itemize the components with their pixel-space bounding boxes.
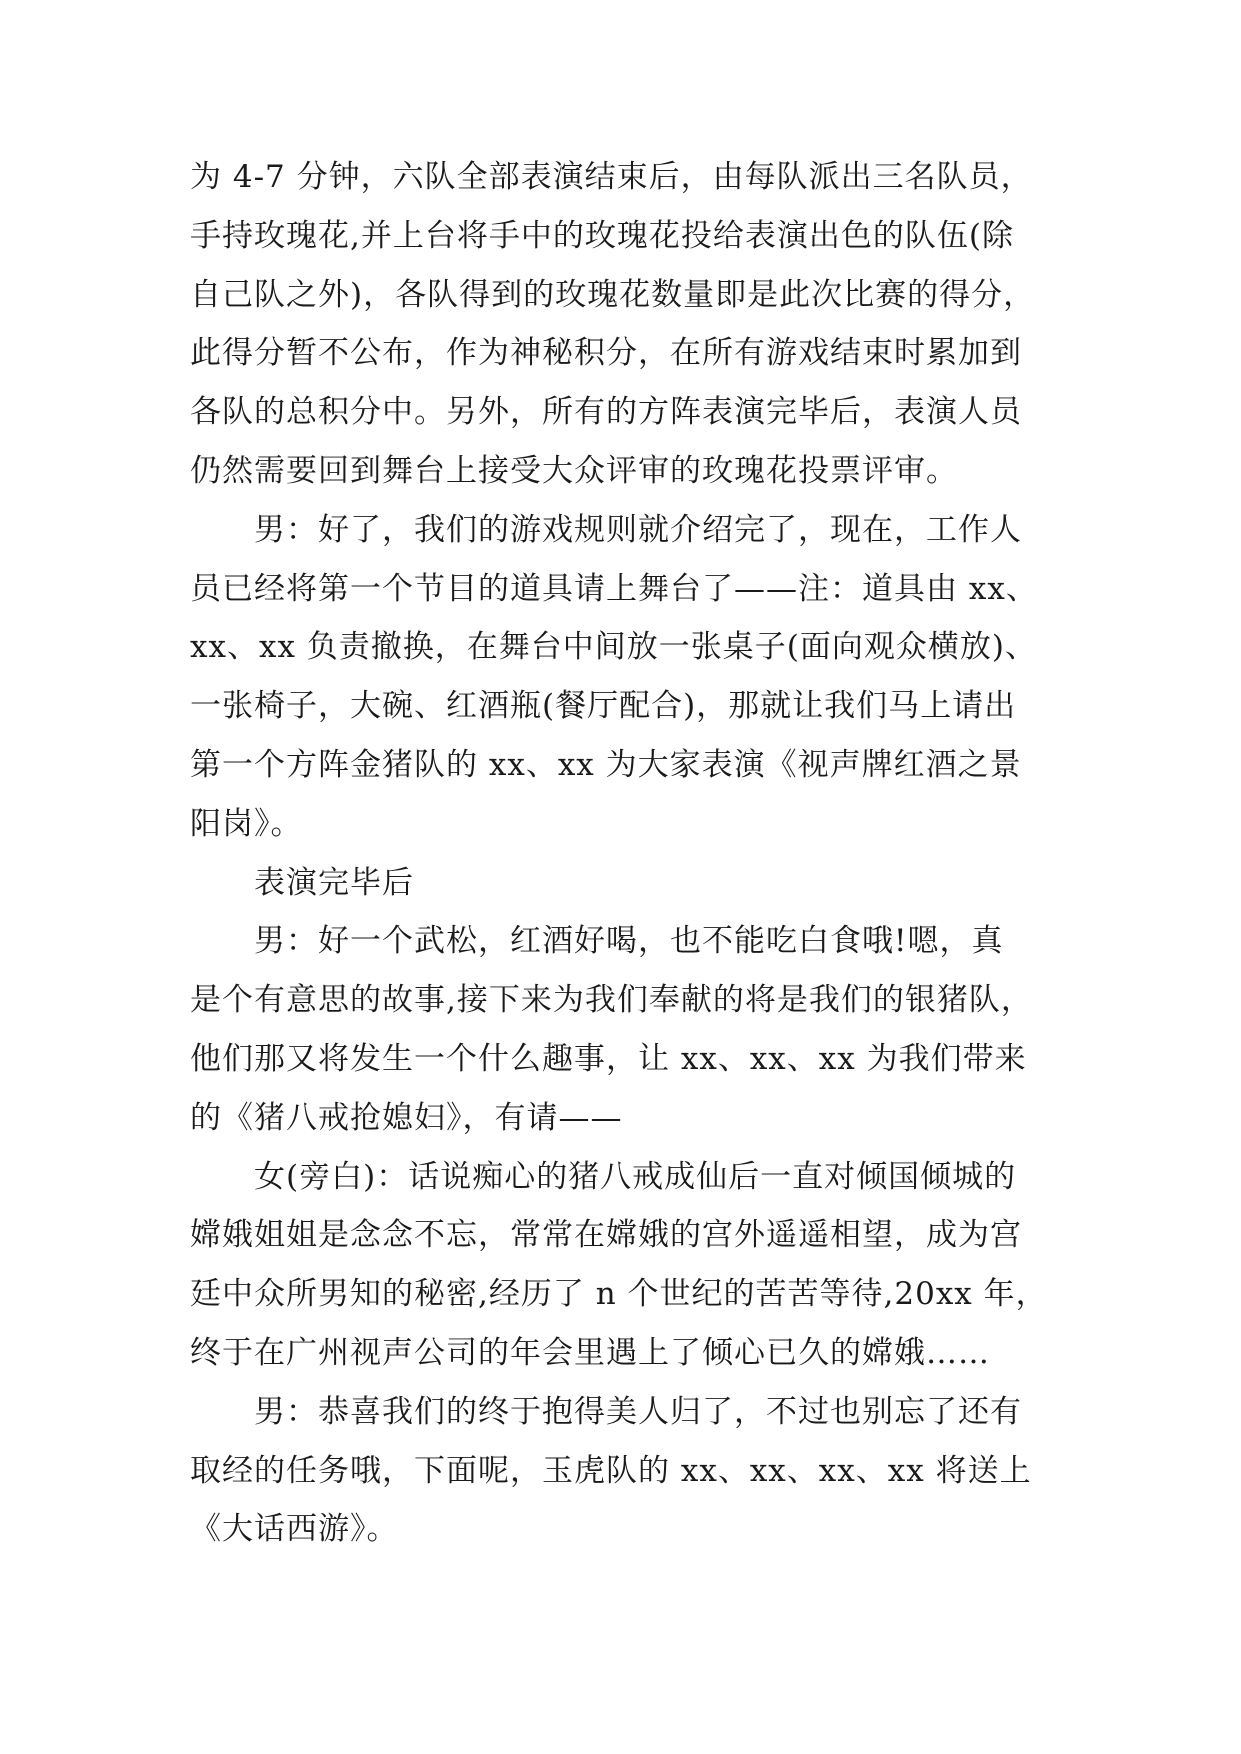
text-line: 终于在广州视声公司的年会里遇上了倾心已久的嫦娥…… bbox=[190, 1334, 990, 1371]
text-line: 取经的任务哦，下面呢，玉虎队的 xx、xx、xx、xx 将送上 bbox=[190, 1452, 1032, 1489]
text-line: 自己队之外)，各队得到的玫瑰花数量即是此次比赛的得分， bbox=[190, 276, 1036, 313]
text-line: 廷中众所男知的秘密,经历了 n 个世纪的苦苦等待,20xx 年， bbox=[190, 1276, 1048, 1313]
text-line: 一张椅子，大碗、红酒瓶(餐厅配合)，那就让我们马上请出 bbox=[190, 688, 1017, 725]
text-line: 为 4-7 分钟，六队全部表演结束后，由每队派出三名队员， bbox=[190, 159, 1033, 195]
text-line: 《大话西游》。 bbox=[190, 1511, 399, 1548]
paragraph-start-line: 男：好了，我们的游戏规则就介绍完了，现在，工作人 bbox=[254, 511, 1022, 548]
document-body bbox=[190, 148, 1070, 1559]
text-line: 嫦娥姐姐是念念不忘，常常在嫦娥的宫外遥遥相望，成为宫 bbox=[190, 1217, 1022, 1254]
paragraph-start-line: 男：恭喜我们的终于抱得美人归了，不过也别忘了还有 bbox=[254, 1393, 1022, 1430]
text-line: 仍然需要回到舞台上接受大众评审的玫瑰花投票评审。 bbox=[190, 452, 958, 489]
text-line: 手持玫瑰花,并上台将手中的玫瑰花投给表演出色的队伍(除 bbox=[190, 217, 1014, 254]
text-line: 各队的总积分中。另外，所有的方阵表演完毕后，表演人员 bbox=[190, 394, 1022, 431]
stage-direction-line: 表演完毕后 bbox=[254, 864, 414, 901]
text-line: 此得分暂不公布，作为神秘积分，在所有游戏结束时累加到 bbox=[190, 335, 1022, 372]
text-line: xx、xx 负责撤换，在舞台中间放一张桌子(面向观众横放)、 bbox=[190, 629, 1037, 666]
text-line: 阳岗》。 bbox=[190, 805, 303, 842]
text-line: 第一个方阵金猪队的 xx、xx 为大家表演《视声牌红酒之景 bbox=[190, 746, 1022, 783]
text-line: 员已经将第一个节目的道具请上舞台了——注：道具由 xx、 bbox=[190, 570, 1038, 607]
paragraph-start-line: 女(旁白)：话说痴心的猪八戒成仙后一直对倾国倾城的 bbox=[254, 1158, 1017, 1195]
text-line: 的《猪八戒抢媳妇》，有请—— bbox=[190, 1099, 623, 1136]
paragraph-start-line: 男：好一个武松，红酒好喝，也不能吃白食哦!嗯，真 bbox=[254, 923, 1004, 960]
text-line: 是个有意思的故事,接下来为我们奉献的将是我们的银猪队， bbox=[190, 982, 1033, 1019]
text-line: 他们那又将发生一个什么趣事，让 xx、xx、xx 为我们带来 bbox=[190, 1040, 1027, 1077]
